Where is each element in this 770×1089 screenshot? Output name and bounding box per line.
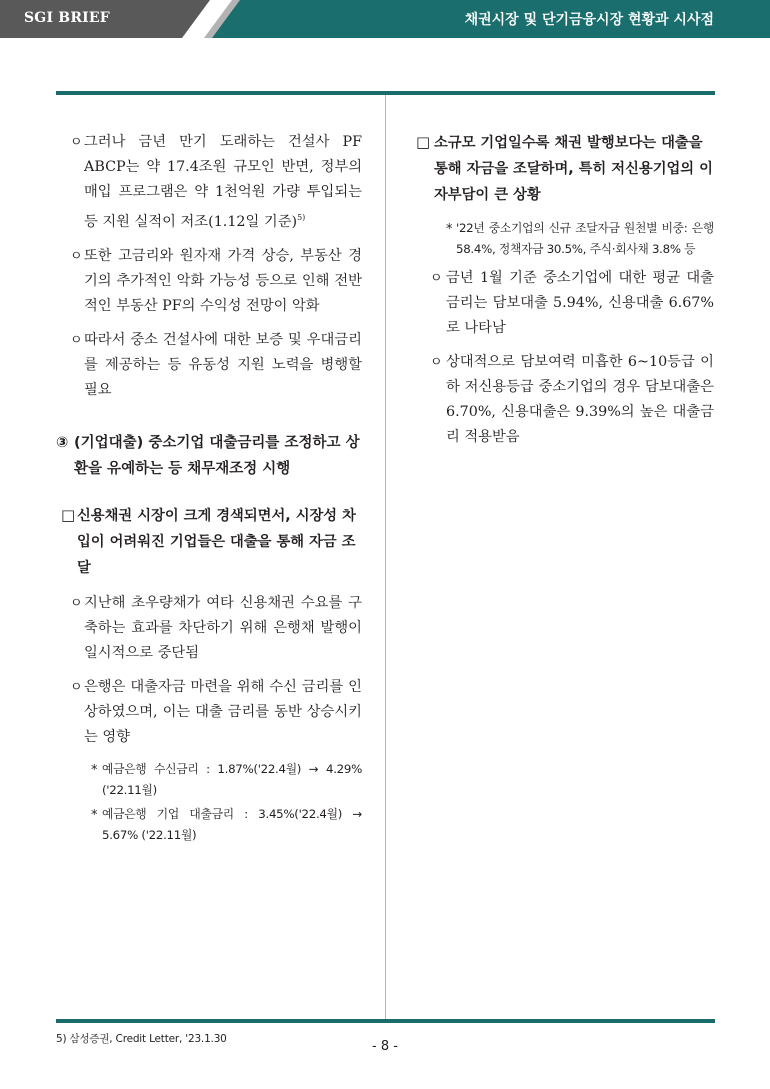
bottom-divider [56,1019,715,1023]
square-heading-text: 신용채권 시장이 크게 경색되면서, 시장성 차입이 어려워진 기업들은 대출을 통해 자금 조달 [77,507,356,576]
column-divider [385,95,386,1019]
bullet-item [416,350,714,450]
bullet-text: 또한 고금리와 원자재 가격 상승, 부동산 경기의 추가적인 악화 가능성 등으로 인해 전반적인 부동산 PF의 수익성 전망이 악화 [84,247,362,314]
square-bullet-icon: □ [416,133,431,151]
circle-bullet-icon: ㅇ [70,248,83,264]
bullet-text: 지난해 초우량채가 여타 신용채권 수요를 구축하는 효과를 차단하기 위해 은행채 발행이 일시적으로 중단됨 [84,594,362,661]
footnote-ref: 5) [297,213,306,222]
asterisk-icon: * [446,222,453,237]
circle-bullet-icon: ㅇ [70,595,83,611]
bullet-item [416,266,714,341]
page-header [0,0,770,38]
bullet-text: 상대적으로 담보여력 미흡한 6~10등급 이하 저신용등급 중소기업의 경우 담보대출은 6.70%, 신용대출은 9.39%의 높은 대출금리 적용받음 [446,354,714,445]
brand-label: SGI BRIEF [24,10,110,26]
bullet-text: 은행은 대출자금 마련을 위해 수신 금리를 인상하였으며, 이는 대출 금리를 동반 상승시키는 영향 [84,678,362,745]
circle-bullet-icon: ㅇ [430,355,443,370]
bullet-item [56,244,362,319]
bullet-item [56,675,362,750]
circle-bullet-icon: ㅇ [430,271,443,286]
bullet-item [56,591,362,666]
document-title: 채권시장 및 단기금융시장 현황과 시사점 [464,12,714,28]
note-item [56,804,362,846]
note-item [416,218,714,260]
page-number: - 8 - [372,1039,398,1054]
section-number: ③ [56,434,69,451]
right-column [416,130,714,459]
square-bullet-icon: □ [61,505,76,524]
footnote: 5) 삼성증권, Credit Letter, '23.1.30 [56,1033,227,1045]
square-heading-text: 소규모 기업일수록 채권 발행보다는 대출을 통해 자금을 조달하며, 특히 저신용기업의 이자부담이 큰 상황 [434,135,713,203]
section-heading [56,430,362,482]
bullet-text: 금년 1월 기준 중소기업에 대한 평균 대출금리는 담보대출 5.94%, 신용대출 6.67%로 나타남 [446,270,714,336]
circle-bullet-icon: ㅇ [70,679,83,695]
bullet-text: 그러나 금년 만기 도래하는 건설사 PF ABCP는 약 17.4조원 규모인 반면, 정부의 매입 프로그램은 약 1천억원 가량 투입되는 등 지원 실적이 저조(1.12일 기준) [84,134,362,230]
bullet-text: 따라서 중소 건설사에 대한 보증 및 우대금리를 제공하는 등 유동성 지원 노력을 병행할 필요 [84,331,362,398]
note-text: '22년 중소기업의 신규 조달자금 원천별 비중: 은행 58.4%, 정책자금 30.5%, 주식·회사채 3.8% 등 [456,221,714,256]
circle-bullet-icon: ㅇ [70,332,83,348]
bullet-item [56,130,362,235]
asterisk-icon: * [91,807,98,823]
circle-bullet-icon: ㅇ [70,135,83,150]
note-text: 예금은행 기업 대출금리 : 3.45%('22.4월) → 5.67% ('22.11월) [102,806,362,842]
left-column [56,130,362,849]
section-title: (기업대출) 중소기업 대출금리를 조정하고 상환을 유예하는 등 채무재조정 시행 [74,434,360,477]
square-heading [56,503,362,581]
note-text: 예금은행 수신금리 : 1.87%('22.4월) → 4.29% ('22.11월) [102,761,362,797]
asterisk-icon: * [91,762,98,778]
square-heading [416,130,714,208]
note-item [56,759,362,801]
bullet-item [56,328,362,403]
